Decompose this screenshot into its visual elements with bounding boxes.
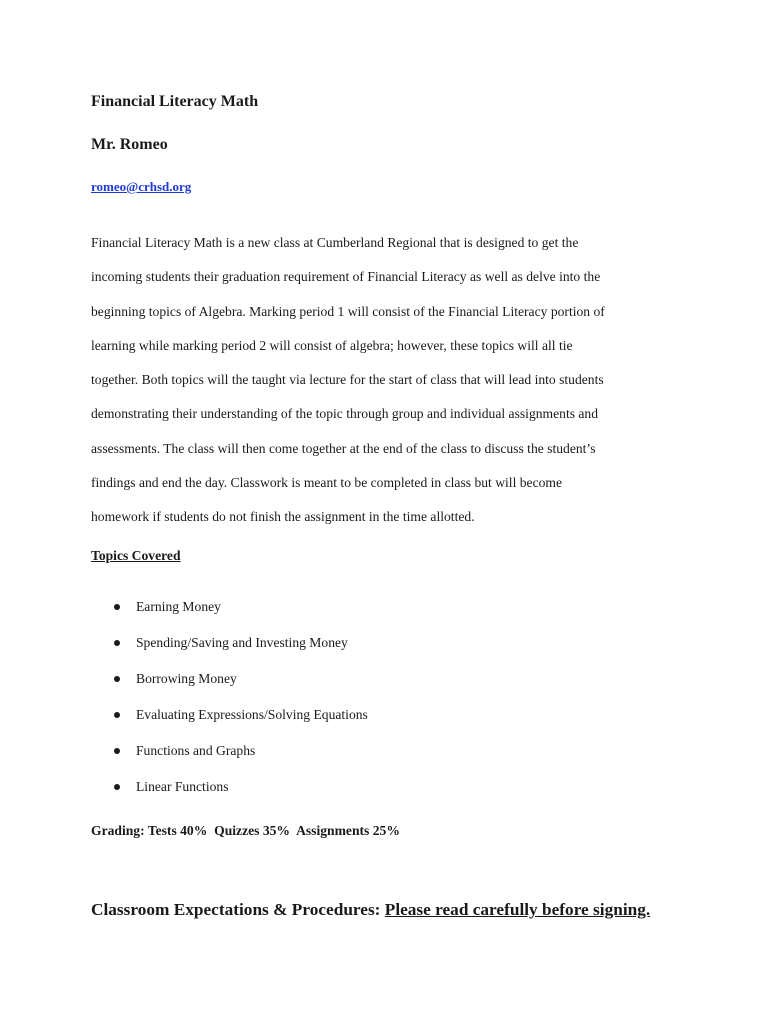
grading-quizzes: Quizzes 35% [214, 823, 291, 838]
intro-line: incoming students their graduation requirement of Financial Literacy as well as delve into the [91, 269, 601, 285]
expectations-emphasis: Please read carefully before signing. [384, 900, 651, 919]
intro-line: together. Both topics will the taught via lecture for the start of class that will lead into students [91, 372, 604, 388]
intro-line: findings and end the day. Classwork is meant to be completed in class but will become [91, 475, 563, 491]
grading-assignments: Assignments 25% [296, 823, 400, 838]
topic-label: Borrowing Money [136, 671, 237, 686]
intro-line: assessments. The class will then come together at the end of the class to discuss the student’s [91, 440, 596, 456]
bullet-icon [114, 784, 120, 790]
bullet-icon [114, 712, 120, 718]
expectations-heading [91, 900, 650, 920]
intro-line: homework if students do not finish the assignment in the time allotted. [91, 509, 475, 525]
intro-line: learning while marking period 2 will consist of algebra; however, these topics will all tie [91, 337, 573, 353]
bullet-icon [114, 676, 120, 682]
grading-line [91, 823, 400, 839]
email-link[interactable]: romeo@crhsd.org [91, 179, 192, 194]
topic-label: Linear Functions [136, 779, 229, 794]
page-title: Financial Literacy Math [91, 93, 259, 110]
bullet-icon [114, 748, 120, 754]
grading-tests: Tests 40% [147, 823, 208, 838]
topic-label: Functions and Graphs [136, 743, 256, 758]
topic-label: Earning Money [136, 599, 221, 614]
intro-line: demonstrating their understanding of the topic through group and individual assignments and [91, 406, 599, 422]
bullet-icon [114, 604, 120, 610]
bullet-icon [114, 640, 120, 646]
teacher-name: Mr. Romeo [91, 136, 168, 153]
intro-paragraph [91, 226, 681, 535]
intro-line: Financial Literacy Math is a new class at Cumberland Regional that is designed to get the [91, 235, 579, 250]
grading-label: Grading: [91, 823, 145, 838]
topics-heading: Topics Covered [91, 548, 181, 563]
expectations-title: Classroom Expectations & Procedures: [91, 900, 381, 919]
topic-label: Spending/Saving and Investing Money [136, 635, 348, 650]
topic-label: Evaluating Expressions/Solving Equations [136, 707, 368, 722]
intro-line: beginning topics of Algebra. Marking period 1 will consist of the Financial Literacy portion of [91, 303, 605, 319]
